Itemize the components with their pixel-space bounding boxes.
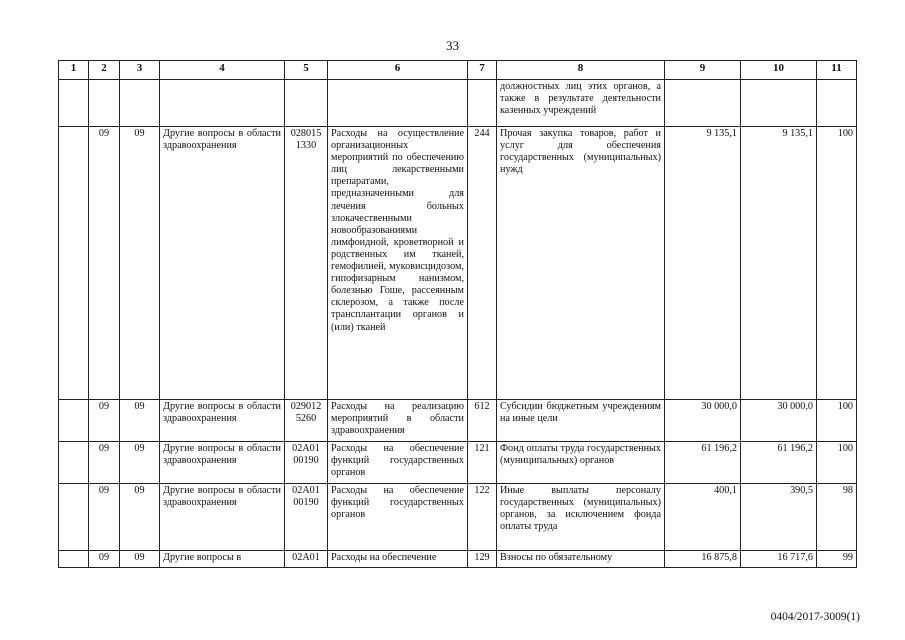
cell-c3: 09 <box>120 127 160 400</box>
header-row <box>59 61 857 80</box>
cell-c10: 390,5 <box>741 484 817 551</box>
cell-c3 <box>120 80 160 127</box>
cell-c9: 9 135,1 <box>665 127 741 400</box>
cell-c2: 09 <box>89 442 120 484</box>
cell-c7 <box>468 80 497 127</box>
cell-c5: 02А01 00190 <box>285 484 328 551</box>
header-col-7: 7 <box>468 61 497 80</box>
table-row <box>59 80 857 127</box>
table-row <box>59 400 857 442</box>
cell-c8: Иные выплаты персоналу государственных (муниципальных) органов, за исключением фонда оплаты труда <box>497 484 665 551</box>
table-row <box>59 127 857 400</box>
cell-c8: Прочая закупка товаров, работ и услуг для обеспечения государственных (муниципальных) нужд <box>497 127 665 400</box>
cell-c4: Другие вопросы в области здравоохранения <box>160 442 285 484</box>
header-col-3: 3 <box>120 61 160 80</box>
cell-c7: 121 <box>468 442 497 484</box>
cell-c2: 09 <box>89 400 120 442</box>
cell-c10: 16 717,6 <box>741 551 817 568</box>
cell-c8: Фонд оплаты труда государственных (муниципальных) органов <box>497 442 665 484</box>
cell-c5: 02А01 00190 <box>285 442 328 484</box>
cell-c9: 61 196,2 <box>665 442 741 484</box>
cell-c8: Субсидии бюджетным учреждениям на иные цели <box>497 400 665 442</box>
budget-table <box>58 60 857 568</box>
header-col-9: 9 <box>665 61 741 80</box>
cell-c5: 02А01 <box>285 551 328 568</box>
cell-c6: Расходы на обеспечение <box>328 551 468 568</box>
cell-c1 <box>59 127 89 400</box>
cell-c7: 129 <box>468 551 497 568</box>
cell-c1 <box>59 442 89 484</box>
header-col-4: 4 <box>160 61 285 80</box>
cell-c11 <box>817 80 857 127</box>
cell-c4: Другие вопросы в <box>160 551 285 568</box>
cell-c11: 99 <box>817 551 857 568</box>
cell-c11: 100 <box>817 127 857 400</box>
header-col-5: 5 <box>285 61 328 80</box>
cell-c4: Другие вопросы в области здравоохранения <box>160 484 285 551</box>
cell-c6 <box>328 80 468 127</box>
cell-c10 <box>741 80 817 127</box>
cell-c5: 029012 5260 <box>285 400 328 442</box>
cell-c3: 09 <box>120 484 160 551</box>
table-row <box>59 442 857 484</box>
cell-c2 <box>89 80 120 127</box>
cell-c8: должностных лиц этих органов, а также в результате деятельности казенных учреждений <box>497 80 665 127</box>
cell-c3: 09 <box>120 400 160 442</box>
cell-c3: 09 <box>120 551 160 568</box>
cell-c10: 30 000,0 <box>741 400 817 442</box>
cell-c6: Расходы на осуществление организационных мероприятий по обеспечению лиц лекарственными препаратами, предназначенными для лечения больных злокачественными новообразованиями лимфоидной, кроветворной и родственных им тканей, гемофилией, муковисцидозом, гипофизарным нанизмом, болезнью Гоше, рассеянным склерозом, а также после трансплантации органов и (или) тканей <box>328 127 468 400</box>
header-col-2: 2 <box>89 61 120 80</box>
cell-c11: 100 <box>817 442 857 484</box>
cell-c10: 61 196,2 <box>741 442 817 484</box>
cell-c7: 122 <box>468 484 497 551</box>
cell-c11: 98 <box>817 484 857 551</box>
cell-c9: 16 875,8 <box>665 551 741 568</box>
cell-c4: Другие вопросы в области здравоохранения <box>160 400 285 442</box>
cell-c8: Взносы по обязательному <box>497 551 665 568</box>
cell-c2: 09 <box>89 484 120 551</box>
cell-c1 <box>59 551 89 568</box>
cell-c6: Расходы на обеспечение функций государственных органов <box>328 442 468 484</box>
cell-c6: Расходы на обеспечение функций государственных органов <box>328 484 468 551</box>
cell-c9: 30 000,0 <box>665 400 741 442</box>
header-col-8: 8 <box>497 61 665 80</box>
cell-c2: 09 <box>89 551 120 568</box>
cell-c2: 09 <box>89 127 120 400</box>
cell-c5 <box>285 80 328 127</box>
cell-c7: 244 <box>468 127 497 400</box>
page-number: 33 <box>446 38 459 53</box>
cell-c4: Другие вопросы в области здравоохранения <box>160 127 285 400</box>
header-col-1: 1 <box>59 61 89 80</box>
cell-c5: 028015 1330 <box>285 127 328 400</box>
header-col-10: 10 <box>741 61 817 80</box>
cell-c7: 612 <box>468 400 497 442</box>
cell-c3: 09 <box>120 442 160 484</box>
cell-c11: 100 <box>817 400 857 442</box>
table-row <box>59 551 857 568</box>
cell-c1 <box>59 80 89 127</box>
cell-c4 <box>160 80 285 127</box>
cell-c1 <box>59 400 89 442</box>
table-row <box>59 484 857 551</box>
cell-c10: 9 135,1 <box>741 127 817 400</box>
cell-c9 <box>665 80 741 127</box>
header-col-11: 11 <box>817 61 857 80</box>
cell-c6: Расходы на реализацию мероприятий в области здравоохранения <box>328 400 468 442</box>
cell-c9: 400,1 <box>665 484 741 551</box>
cell-c1 <box>59 484 89 551</box>
header-col-6: 6 <box>328 61 468 80</box>
document-code: 0404/2017-3009(1) <box>770 611 860 623</box>
